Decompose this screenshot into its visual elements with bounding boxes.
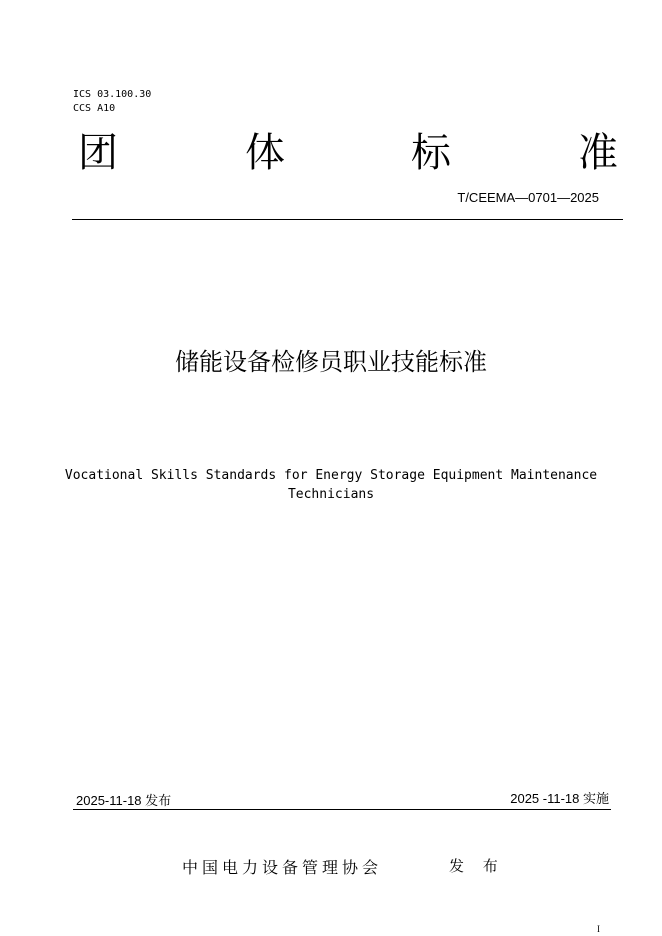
footer-divider xyxy=(73,809,611,810)
publishing-organization: 中国电力设备管理协会 xyxy=(182,858,383,877)
page-number: I xyxy=(597,924,600,934)
document-title-english: Vocational Skills Standards for Energy Storage Equipment Maintenance Technicians xyxy=(64,468,598,502)
heading-char-2: 体 xyxy=(245,130,285,176)
publish-date: 2025-11-18 发布 xyxy=(76,793,172,808)
heading-char-1: 团 xyxy=(78,130,118,176)
standard-number: T/CEEMA—0701—2025 xyxy=(457,190,599,205)
publish-label: 发 布 xyxy=(449,857,505,875)
ccs-code: CCS A10 xyxy=(73,103,116,114)
ics-code: ICS 03.100.30 xyxy=(73,89,152,100)
header-divider xyxy=(72,219,623,220)
document-title-chinese: 储能设备检修员职业技能标准 xyxy=(175,348,487,376)
heading-char-4: 准 xyxy=(578,130,618,176)
implementation-date: 2025 -11-18 实施 xyxy=(510,791,609,806)
heading-char-3: 标 xyxy=(411,130,451,176)
